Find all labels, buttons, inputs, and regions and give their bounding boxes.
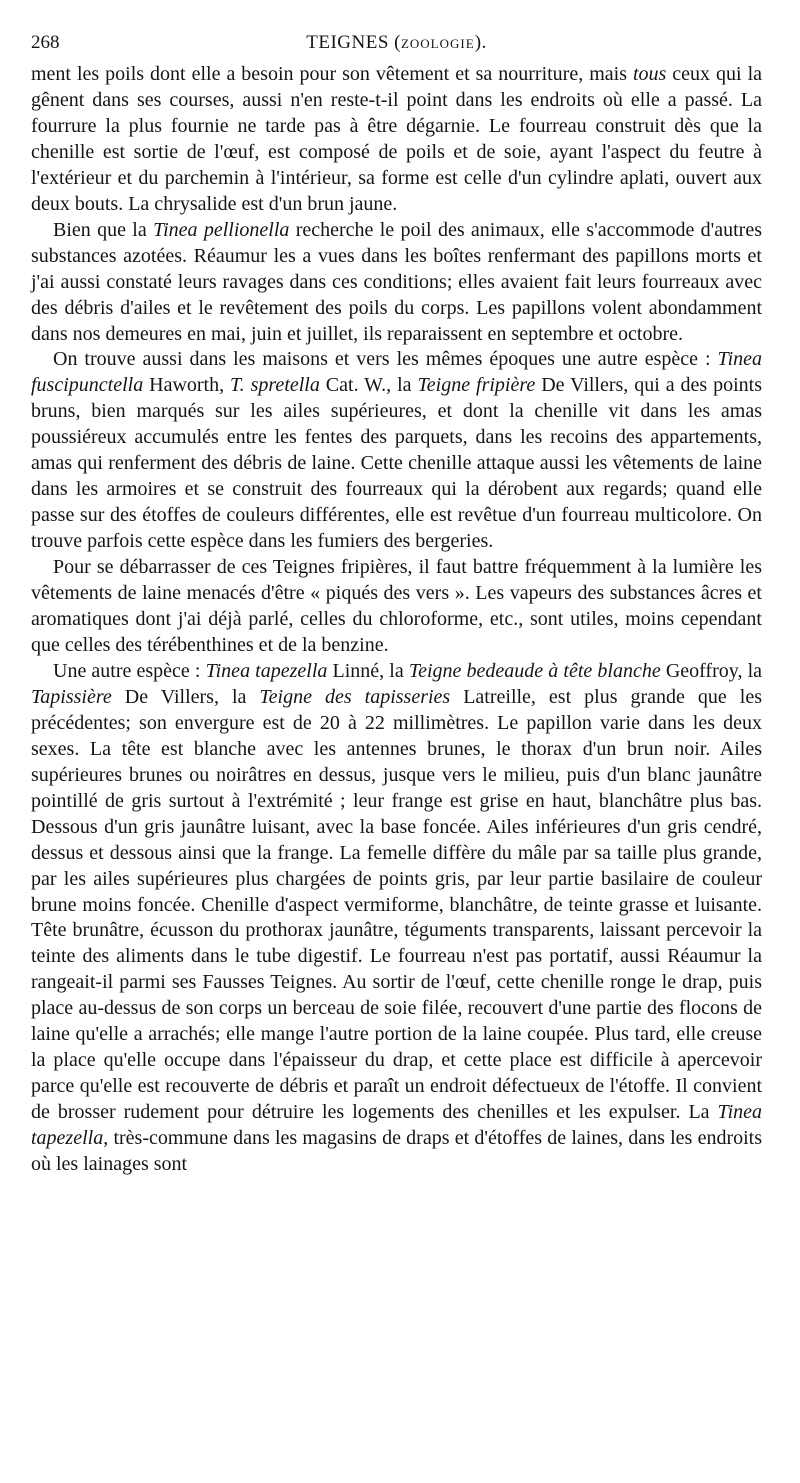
italic-run: Tinea tapezella, (31, 1101, 762, 1150)
italic-run: Tinea pellionella (153, 218, 290, 241)
italic-run: Teigne bedeaude à tête blanche (408, 659, 661, 682)
text-run: très-commune dans les magasins de draps et d'étoffes de laines, dans les endroits où les lainages sont (31, 1127, 762, 1176)
paragraph (31, 659, 762, 1178)
text-run: Geoffroy, la (660, 659, 763, 682)
italic-run: Tinea tapezella (205, 659, 328, 682)
paragraph (31, 62, 762, 218)
paragraph (31, 555, 762, 659)
text-run: Bien que la (53, 218, 154, 241)
running-head (31, 28, 762, 58)
text-run: Une autre espèce : (53, 659, 206, 682)
body-text (31, 62, 762, 1178)
italic-run: Tinea fuscipunctella (31, 348, 762, 397)
running-title (31, 28, 762, 59)
text-run: ment les poils dont elle a besoin pour son vêtement et sa nourriture, mais (31, 63, 633, 85)
text-run: recherche le poil des animaux, elle s'accommode d'autres substances azotées. Réaumur les a vues dans les boîtes renfermant des papillons morts et j'ai aussi constaté leurs ravages dans ces conditions; elles avaient fait leurs fourreaux avec des débris d'ailes et le revêtement des poils du corps. Les papillons volent abondamment dans nos demeures en mai, juin et juillet, ils reparaissent en septembre et octobre. (31, 218, 762, 345)
italic-run: Tapissière (31, 685, 112, 708)
text-run: ceux qui la gênent dans ses courses, aussi n'en reste-t-il point dans les endroits où elle a passé. La fourrure la plus fournie ne tarde pas à être dégarnie. Le fourreau construit dès que la chenille est sortie de l'œuf, est composé de poils et de soie, ayant l'aspect du feutre à l'extérieur et du parchemin à l'intérieur, sa forme est celle d'un cylindre aplati, ouvert aux deux bouts. La chrysalide est d'un brun jaune. (31, 63, 763, 215)
text-run: Pour se débarrasser de ces Teignes fripières, il faut battre fréquemment à la lumière les vêtements de laine menacés d'être « piqués des vers ». Les vapeurs des substances âcres et aromatiques dont j'ai déjà parlé, celles du chloroforme, etc., sont utiles, moins cependant que celles des térébenthines et de la benzine. (31, 556, 762, 656)
text-run: Linné, la (327, 659, 409, 682)
text-run: Latreille, est plus grande que les précédentes; son envergure est de 20 à 22 millimètres. Le papillon varie dans les deux sexes. La tête est blanche avec les antennes brunes, le thorax d'un brun noir. Ailes supérieures brunes ou noirâtres en dessus, jusque vers le milieu, puis d'un blanc jaunâtre pointillé de gris surtout à l'extrémité ; leur frange est grise en haut, blanchâtre plus bas. Dessous d'un gris jaunâtre luisant, avec la base foncée. Ailes inférieures d'un gris cendré, dessus et dessous ainsi que la frange. La femelle diffère du mâle par sa taille plus grande, par les ailes supérieures plus chargées de points gris, par leur partie basilaire de couleur brune moins foncée. Chenille d'aspect vermiforme, blanchâtre, de teinte grasse et luisante. Tête brunâtre, écusson du prothorax jaunâtre, téguments transparents, laissant percevoir la teinte des aliments dans le tube digestif. Le fourreau n'est pas portatif, aussi Réaumur la rangeait-il parmi ses Fausses Teignes. Au sortir de l'œuf, cette chenille ronge le drap, puis place au-dessus de son corps un berceau de soie filée, recouvert d'une partie des flocons de laine qu'elle a arrachés; elle mange l'autre portion de la laine coupée. Plus tard, elle creuse la place qu'elle occupe dans l'épaisseur du drap, et cette place est difficile à apercevoir parce qu'elle est recouverte de débris et paraît un endroit défectueux de l'étoffe. Il convient de brosser rudement pour détruire les logements des chenilles et les expulser. La (31, 685, 762, 1124)
text-run: On trouve aussi dans les maisons et vers les mêmes époques une autre espèce : (53, 348, 718, 371)
paragraph (31, 218, 762, 348)
italic-run: tous (632, 63, 667, 85)
italic-run: Teigne fripière (417, 374, 536, 397)
book-page (31, 28, 762, 1178)
paragraph (31, 347, 762, 555)
text-run: Cat. W., la (319, 374, 418, 397)
running-title-close: ). (474, 32, 487, 53)
running-title-smallcaps: ZOOLOGIE (400, 36, 475, 51)
running-title-main: TEIGNES ( (306, 32, 401, 53)
italic-run: T. spretella (230, 374, 320, 397)
text-run: Haworth, (143, 374, 231, 397)
text-run: De Villers, la (111, 685, 260, 708)
page-number: 268 (31, 32, 60, 53)
italic-run: Teigne des tapisseries (259, 685, 451, 708)
text-run: De Villers, qui a des points bruns, bien marqués sur les ailes supérieures, et dont la chenille vit dans les amas poussiéreux accumulés entre les fentes des parquets, dans les recoins des appartements, amas qui renferment des débris de laine. Cette chenille attaque aussi les vêtements de laine dans les armoires et se construit des fourreaux qui la dérobent aux regards; quand elle passe sur des étoffes de couleurs différentes, elle est revêtue d'un fourreau multicolore. On trouve parfois cette espèce dans les fumiers des bergeries. (31, 374, 763, 553)
